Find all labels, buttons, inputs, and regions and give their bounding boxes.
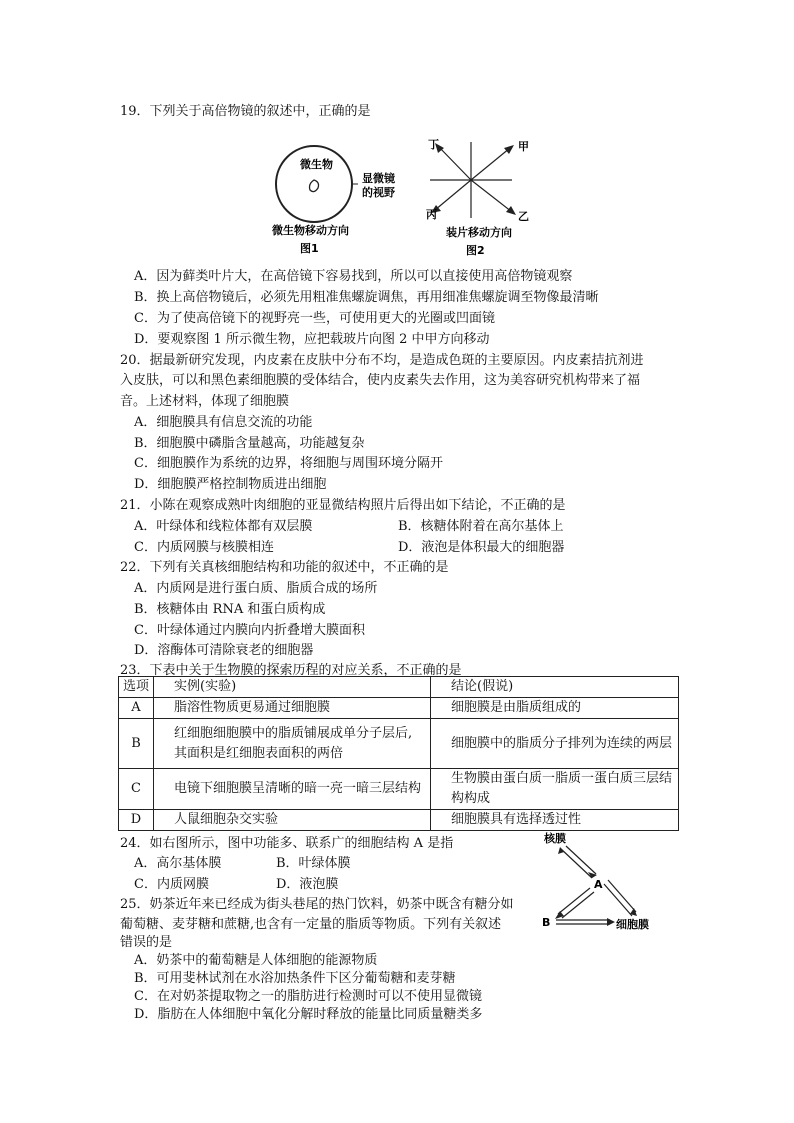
q24-option-a: A．高尔基体膜 [134,856,222,871]
arrowhead-yi-icon [506,206,516,215]
q19-stem: 19．下列关于高倍物镜的叙述中，正确的是 [120,104,371,119]
direction-yi: 乙 [518,210,529,223]
q22-option-c: C．叶绿体通过内膜向内折叠增大膜面积 [134,623,365,638]
table-header-row [119,677,679,698]
q19-option-c: C．为了使高倍镜下的视野亮一些，可使用更大的光圈或凹面镜 [134,311,495,326]
fig1-side-label-1: 显微镜 [362,172,395,185]
row-conclusion: 细胞膜具有选择透过性 [431,810,679,831]
q21-stem: 21．小陈在观察成熟叶肉细胞的亚显微结构照片后得出如下结论，不正确的是 [120,498,566,513]
figure-1 [272,146,396,255]
row-option: D [119,810,154,831]
q19-option-a: A．因为藓类叶片大，在高倍镜下容易找到，所以可以直接使用高倍物镜观察 [134,269,573,284]
q24-option-c: C．内质网膜 [134,877,209,892]
q25-stem-line3: 错误的是 [120,935,173,950]
q22-stem: 22．下列有关真核细胞结构和功能的叙述中，不正确的是 [120,560,449,575]
link-a-cell-2 [608,880,636,912]
q22-option-d: D．溶酶体可清除衰老的细胞器 [134,643,314,658]
figure-2 [426,138,529,257]
fig2-caption: 装片移动方向 [446,226,512,239]
direction-bing: 丙 [426,208,437,221]
membrane-history-table [118,676,679,831]
fig1-caption: 微生物移动方向 [272,224,349,237]
row-option: A [119,698,154,719]
fig1-label: 图1 [300,242,319,255]
q19-option-d: D．要观察图 1 所示微生物，应把载玻片向图 2 中甲方向移动 [134,332,490,347]
q25-stem-line1: 25．奶茶近年来已经成为街头巷尾的热门饮料，奶茶中既含有糖分如 [120,897,514,912]
table-row [119,719,679,769]
link-a-b [558,888,590,914]
q20-option-d: D．细胞膜严格控制物质进出细胞 [134,477,327,492]
q22-option-b: B．核糖体由 RNA 和蛋白质构成 [134,602,326,617]
q22-option-a: A．内质网是进行蛋白质、脂质合成的场所 [134,581,378,596]
arrowhead-jia-icon [504,145,514,154]
node-cell-membrane: 细胞膜 [616,918,649,931]
q21-option-b: B．核糖体附着在高尔基体上 [398,519,564,534]
table-row [119,698,679,719]
q24-option-d: D．液泡膜 [276,877,339,892]
fig2-label: 图2 [466,244,485,257]
q19-option-b: B．换上高倍物镜后，必须先用粗准焦螺旋调焦，再用细准焦螺旋调至物像最清晰 [134,290,599,305]
table-row [119,769,679,810]
q20-stem-line1: 20．据最新研究发现，内皮素在皮肤中分布不均，是造成色斑的主要原因。内皮素拮抗剂进 [120,353,644,368]
arrow-ding [438,146,471,180]
q20-option-a: A．细胞膜具有信息交流的功能 [134,415,313,430]
row-example: 电镜下细胞膜呈清晰的暗一亮一暗三层结构 [154,769,431,810]
q21-option-d: D．液泡是体积最大的细胞器 [398,540,565,555]
q25-stem-line2: 葡萄糖、麦芽糖和蔗糖,也含有一定量的脂质等物质。下列有关叙述 [120,917,502,932]
q25-option-b: B．可用斐林试剂在水浴加热条件下区分葡萄糖和麦芽糖 [134,971,456,986]
row-option: C [119,769,154,810]
row-conclusion: 生物膜由蛋白质一脂质一蛋白质三层结构构成 [431,769,679,810]
link-nuclear-a [560,848,592,878]
fig1-organism-label: 微生物 [300,158,333,171]
header-conclusion: 结论(假说) [431,677,679,698]
node-a: A [594,878,603,891]
row-conclusion: 细胞膜中的脂质分子排列为连续的两层 [431,719,679,769]
q25-option-d: D．脂肪在人体细胞中氧化分解时释放的能量比同质量糖类多 [134,1007,483,1022]
direction-ding: 丁 [428,138,439,151]
q25-option-a: A．奶茶中的葡萄糖是人体细胞的能源物质 [134,953,378,968]
q20-stem-line3: 音。上述材料，体现了细胞膜 [120,394,290,409]
q24-stem: 24．如右图所示，图中功能多、联系广的细胞结构 A 是指 [120,836,454,851]
direction-jia: 甲 [518,140,529,153]
link-a-cell [604,884,632,916]
link-nuclear-a-2 [566,846,596,874]
q23-stem: 23．下表中关于生物膜的探索历程的对应关系，不正确的是 [120,663,462,678]
q24-diagram [536,828,666,936]
row-conclusion: 细胞膜是由脂质组成的 [431,698,679,719]
row-example: 人鼠细胞杂交实验 [154,810,431,831]
row-example: 红细胞细胞膜中的脂质铺展成单分子层后,其面积是红细胞表面积的两倍 [154,719,431,769]
node-nuclear-membrane: 核膜 [544,832,566,845]
q20-option-b: B．细胞膜中磷脂含量越高，功能越复杂 [134,436,365,451]
q21-option-a: A．叶绿体和线粒体都有双层膜 [134,519,313,534]
row-example: 脂溶性物质更易通过细胞膜 [154,698,431,719]
q20-option-c: C．细胞膜作为系统的边界，将细胞与周围环境分隔开 [134,456,443,471]
row-option: B [119,719,154,769]
q21-option-c: C．内质网膜与核膜相连 [134,540,274,555]
microorganism-shape [310,180,319,192]
arrow-yi [471,180,512,212]
arrow-bing [435,180,471,210]
header-example: 实例(实验) [154,677,431,698]
q20-stem-line2: 入皮肤，可以和黑色素细胞膜的受体结合，使内皮素失去作用，这为美容研究机构带来了福 [120,373,641,388]
q19-figures [270,136,560,262]
link-a-b-2 [562,892,594,918]
arrowhead-icon [607,918,615,926]
q25-option-c: C．在对奶茶提取物之一的脂肪进行检测时可以不使用显微镜 [134,989,482,1004]
node-b: B [542,916,551,929]
q24-option-b: B．叶绿体膜 [276,856,351,871]
arrow-jia [471,148,510,180]
header-option: 选项 [119,677,154,698]
fig1-side-label-2: 的视野 [362,186,395,199]
